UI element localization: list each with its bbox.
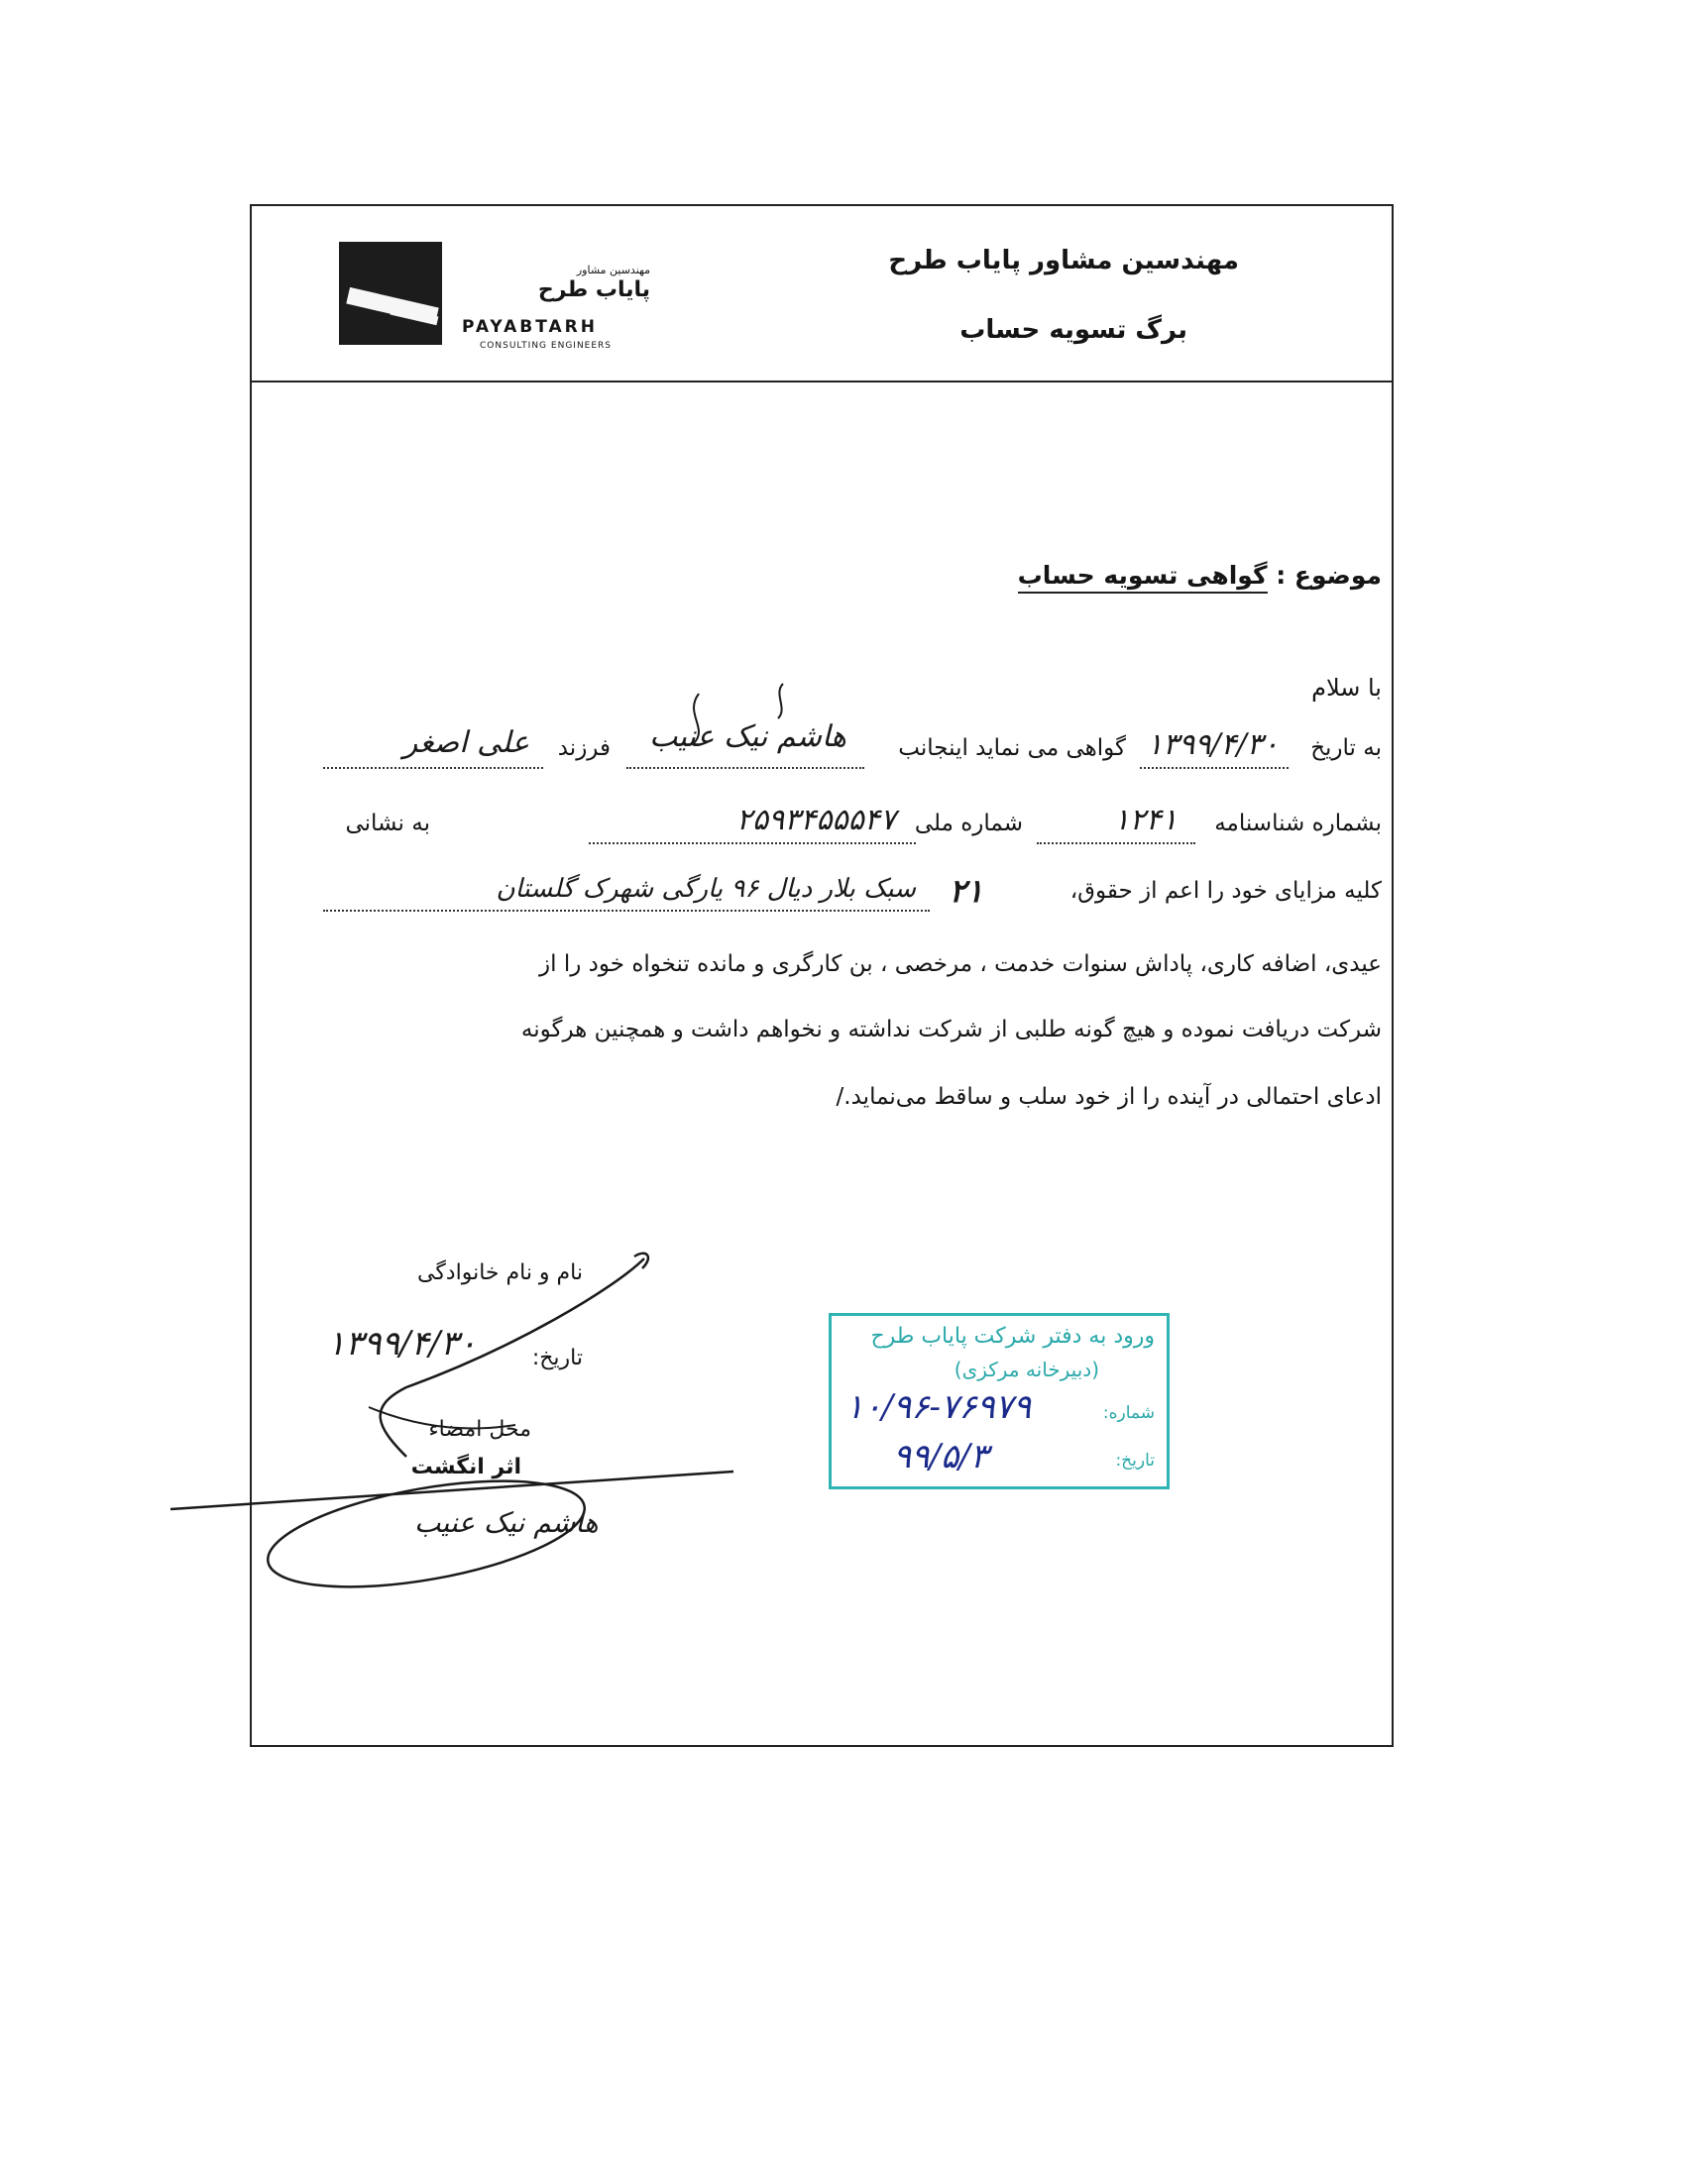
body-line-2 [323,803,1382,850]
name-field-label: نام و نام خانوادگی [416,1260,583,1285]
stamp-number-label: شماره: [1102,1403,1155,1423]
stamp-date-label: تاریخ: [1115,1451,1155,1471]
handwritten-sign-date: ۱۳۹۹/۴/۳۰ [327,1324,477,1364]
body-line-3 [323,872,1382,918]
line1-text-child-of: فرزند [557,735,611,761]
handwritten-signed-name: هاشم نیک عنیب [414,1506,599,1539]
line1-text-date-intro: به تاریخ [1310,735,1382,761]
handwritten-name: هاشم نیک عنیب [649,719,846,754]
handwritten-national-number: ۲۵۹۳۴۵۵۵۴۷ [735,803,896,837]
line1-text-certify: گواهی می نماید اینجانب [898,735,1126,761]
stamp-date-value: ۹۹/۵/۳ [893,1437,988,1476]
company-logo-mark [339,242,442,345]
address-blank [323,910,930,912]
line2-text-id-label: بشماره شناسنامه [1214,811,1382,836]
father-name-blank [323,767,543,769]
form-title: برگ تسویه حساب [959,315,1187,345]
company-name: مهندسین مشاور پایاب طرح [888,246,1239,275]
fingerprint-label: اثر انگشت [410,1455,521,1479]
subject-line [1017,561,1382,590]
handwritten-date: ۱۳۹۹/۴/۳۰ [1146,727,1279,762]
body-line-6: ادعای احتمالی در آینده را از خود سلب و ساقط می‌نماید./ [836,1084,1382,1110]
stamp-title: ورود به دفتر شرکت پایاب طرح [870,1324,1155,1349]
logo-subtitle-en: CONSULTING ENGINEERS [480,341,613,351]
body-line-1 [323,719,1382,775]
subject-value: گواهی تسویه حساب [1018,561,1268,594]
handwritten-id-number: ۱۲۴۱ [1113,803,1178,837]
logo-subtitle-fa: مهندسین مشاور [576,264,650,276]
date-blank [1140,767,1289,769]
handwritten-address: سبک بلار دیال ۹۶ یارگی شهرک گلستان [496,874,916,904]
line3-text-benefits: کلیه مزایای خود را اعم از حقوق، [1069,878,1382,904]
national-number-blank [589,842,916,844]
logo-name-fa: پایاب طرح [537,277,650,302]
handwritten-plaque: ۲۱ [949,872,983,910]
body-line-4: عیدی، اضافه کاری، پاداش سنوات خدمت ، مرخصی ، بن کارگری و مانده تنخواه خود را از [539,951,1382,977]
line2-text-national-label: شماره ملی [914,811,1023,836]
greeting: با سلام [1311,674,1382,702]
registration-stamp [829,1313,1170,1489]
letterhead [252,206,1392,382]
signature-place-label: محل امضاء [428,1417,531,1442]
handwritten-father-name: علی اصغر [402,725,529,760]
logo-name-en: PAYABTARH [462,317,598,337]
id-number-blank [1037,842,1195,844]
stamp-subtitle: (دبیرخانه مرکزی) [954,1358,1099,1381]
name-blank [626,767,864,769]
date-field-label: تاریخ: [531,1346,583,1370]
subject-label: موضوع : [1276,561,1382,590]
line2-text-address-label: به نشانی [345,811,430,836]
stamp-number-value: ۱۰/۹۶-۷۶۹۷۹ [845,1387,1032,1427]
body-line-5: شرکت دریافت نموده و هیچ گونه طلبی از شرکت نداشته و نخواهم داشت و همچنین هرگونه [520,1017,1382,1042]
